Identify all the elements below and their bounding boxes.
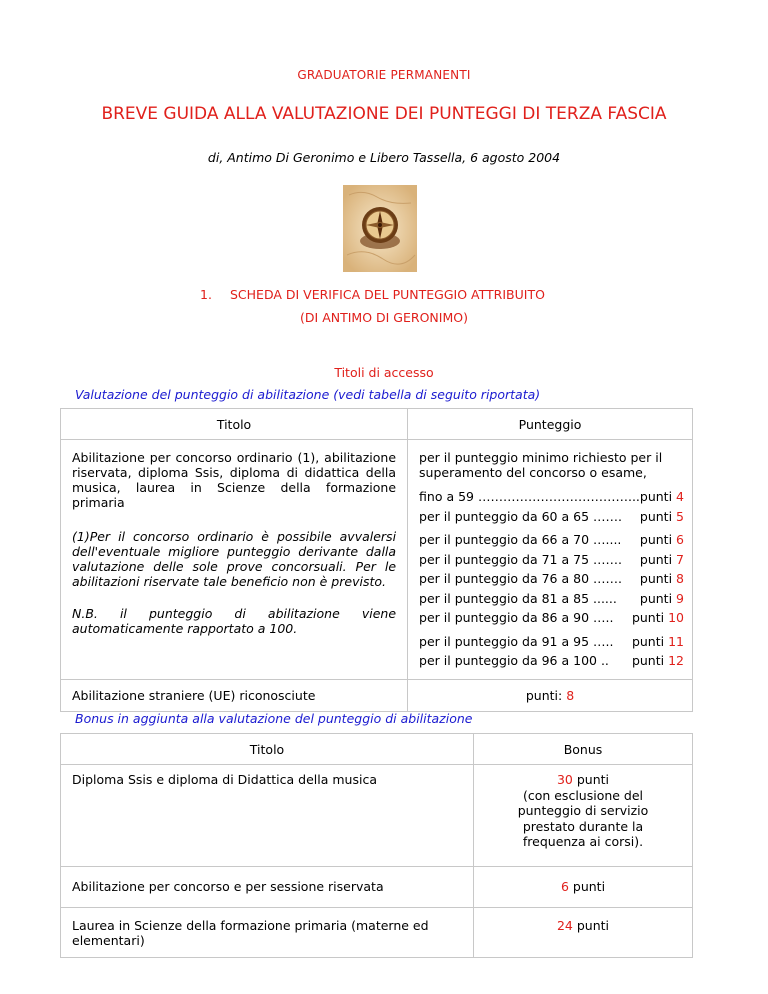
table-header-titolo: Titolo	[61, 734, 474, 765]
scale-row: per il punteggio da 71 a 75 ……. punti 7	[419, 551, 684, 567]
table-cell-titolo	[61, 867, 474, 908]
page-kicker: GRADUATORIE PERMANENTI	[297, 68, 471, 82]
table-cell-titolo	[61, 679, 408, 711]
scale-row: per il punteggio da 66 a 70 ….... punti 6	[419, 532, 684, 547]
section-1-heading	[200, 287, 545, 302]
bonus-title: Laurea in Scienze della formazione primaria (materne ed elementari)	[72, 918, 429, 948]
section-title: SCHEDA DI VERIFICA DEL PUNTEGGIO ATTRIBUITO	[230, 287, 545, 302]
table-cell-punteggio	[408, 440, 693, 680]
table-header-punteggio: Punteggio	[408, 409, 693, 440]
scale-row: per il punteggio da 60 a 65 ……. punti 5	[419, 508, 684, 524]
straniere-label: Abilitazione straniere (UE) riconosciute	[72, 687, 316, 703]
scale-row: fino a 59 ………………………………... punti 4	[419, 489, 684, 504]
section-1-subtitle: (DI ANTIMO DI GERONIMO)	[300, 310, 468, 325]
bonus-table	[60, 733, 693, 958]
table-cell-bonus	[474, 908, 693, 958]
table-cell-titolo	[61, 908, 474, 958]
bonus-points: 30 punti	[556, 772, 610, 787]
points-value: 8	[566, 687, 575, 703]
scale-intro: per il punteggio minimo richiesto per il superamento del concorso o esame,	[419, 450, 663, 480]
concorso-note: (1)Per il concorso ordinario è possibile avvalersi dell'eventuale migliore punteggio derivante dalla valutazione delle sole prove concorsuali. Per le abilitazioni riservate tale beneficio non è previsto.	[72, 529, 397, 589]
table-header-titolo: Titolo	[61, 409, 408, 440]
abilitazione-description: Abilitazione per concorso ordinario (1), abilitazione riservata, diploma Ssis, diploma di didattica della musica, laurea in Scienze della formazione primaria	[72, 450, 397, 510]
valutazione-heading: Valutazione del punteggio di abilitazione (vedi tabella di seguito riportata)	[75, 387, 541, 402]
byline: di, Antimo Di Geronimo e Libero Tassella, 6 agosto 2004	[207, 150, 561, 165]
table-cell-titolo	[61, 765, 474, 867]
table-header-bonus: Bonus	[474, 734, 693, 765]
access-titles-heading: Titoli di accesso	[334, 365, 434, 380]
bonus-points: 24 punti	[556, 918, 610, 933]
points-label: punti:	[525, 687, 563, 703]
scale-row: per il punteggio da 81 a 85 ...... punti 9	[419, 590, 684, 606]
table-cell-punteggio	[408, 679, 693, 711]
bonus-points: 6 punti	[560, 879, 606, 894]
scale-row: per il punteggio da 86 a 90 ….. punti 10	[419, 610, 684, 625]
abilitazione-table	[60, 408, 693, 712]
scale-row: per il punteggio da 91 a 95 ….. punti 11	[419, 633, 684, 649]
compass-logo-image	[343, 185, 417, 272]
bonus-title: Abilitazione per concorso e per sessione riservata	[72, 879, 384, 894]
bonus-note: (con esclusione del punteggio di servizio prestato durante la frequenza ai corsi).	[517, 787, 649, 849]
page-title: BREVE GUIDA ALLA VALUTAZIONE DEI PUNTEGGI DI TERZA FASCIA	[101, 104, 667, 124]
table-cell-bonus	[474, 765, 693, 867]
table-cell-titolo	[61, 440, 408, 680]
scale-row: per il punteggio da 96 a 100 .. punti 12	[419, 653, 684, 668]
bonus-heading: Bonus in aggiunta alla valutazione del punteggio di abilitazione	[75, 711, 473, 726]
scale-row: per il punteggio da 76 a 80 ……. punti 8	[419, 571, 684, 586]
bonus-title: Diploma Ssis e diploma di Didattica della musica	[72, 772, 377, 787]
section-number: 1.	[200, 287, 212, 302]
nb-note: N.B. il punteggio di abilitazione viene automaticamente rapportato a 100.	[72, 606, 397, 636]
table-cell-bonus	[474, 867, 693, 908]
